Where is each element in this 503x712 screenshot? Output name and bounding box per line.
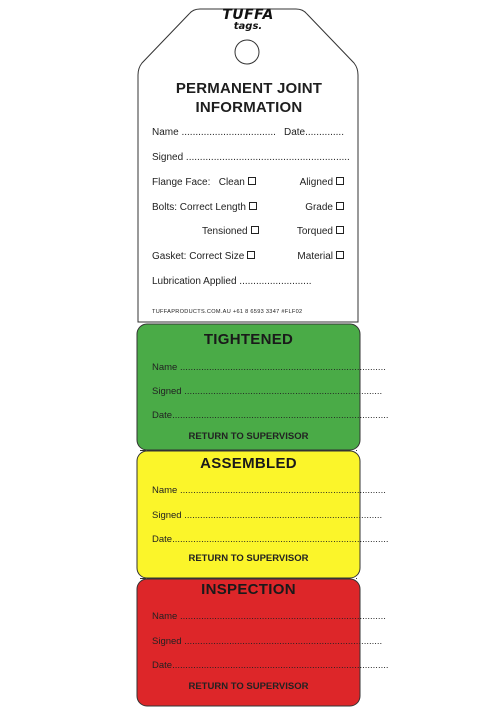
assembled-signed-field: Signed ...........................................................................: [152, 510, 383, 521]
inspection-name-field: Name ..............................................................................: [152, 611, 386, 622]
gasket-material-checkbox: [336, 251, 344, 259]
hanging-hole: [235, 40, 259, 64]
inspection-date-field: Date..................................................................................: [152, 660, 389, 671]
name-date-row: [152, 127, 344, 139]
bolts-length-label: Bolts: Correct Length: [152, 202, 246, 213]
signed-field: Signed ...........................................................: [152, 152, 350, 163]
tightened-title: TIGHTENED: [203, 331, 294, 348]
tightened-name-field: Name ..............................................................................: [152, 362, 386, 373]
inspection-return-label: RETURN TO SUPERVISOR: [188, 681, 309, 692]
flange-face-row: [152, 177, 344, 189]
tuffa-logo: [218, 8, 278, 32]
flange-clean-checkbox: [248, 177, 256, 185]
gasket-size-checkbox: [247, 251, 255, 259]
assembled-title: ASSEMBLED: [200, 455, 297, 472]
bolts-tensioned-label: Tensioned: [202, 226, 248, 237]
lubrication-field: Lubrication Applied ..........................: [152, 276, 312, 287]
bolts-row-2: [202, 226, 344, 238]
title-line-2: INFORMATION: [195, 99, 303, 116]
assembled-name-field: Name ..............................................................................: [152, 485, 386, 496]
contact-footer: TUFFAPRODUCTS.COM.AU +61 8 6593 3347 #FLF02: [152, 309, 303, 315]
assembled-return-label: RETURN TO SUPERVISOR: [188, 553, 309, 564]
date-field: Date..............: [283, 127, 344, 138]
inspection-signed-field: Signed ...........................................................................: [152, 636, 383, 647]
logo-sub: tags.: [233, 21, 263, 32]
title-line-1: PERMANENT JOINT: [175, 80, 323, 97]
flange-aligned-label: Aligned: [299, 177, 333, 188]
flange-face-label: Flange Face:: [152, 177, 211, 188]
flange-aligned-checkbox: [336, 177, 344, 185]
logo-brand: TUFFA: [222, 7, 274, 23]
name-field: Name ..................................: [152, 127, 276, 138]
gasket-label: Gasket:: [152, 251, 187, 262]
flange-clean-label: Clean: [218, 177, 245, 188]
bolts-torqued-checkbox: [336, 226, 344, 234]
inspection-title: INSPECTION: [201, 581, 296, 598]
assembled-date-field: Date..................................................................................: [152, 534, 389, 545]
tightened-return-label: RETURN TO SUPERVISOR: [188, 431, 309, 442]
bolts-row: [152, 202, 344, 214]
bolts-tensioned-checkbox: [251, 226, 259, 234]
bolts-torqued-label: Torqued: [296, 226, 333, 237]
gasket-material-label: Material: [297, 251, 333, 262]
tightened-date-field: Date..................................................................................: [152, 410, 389, 421]
tightened-signed-field: Signed ...........................................................................: [152, 386, 383, 397]
bolts-grade-checkbox: [336, 202, 344, 210]
gasket-size-label: Correct Size: [189, 251, 245, 262]
bolts-grade-label: Grade: [305, 202, 333, 213]
bolts-length-checkbox: [249, 202, 257, 210]
gasket-row: [152, 251, 344, 263]
